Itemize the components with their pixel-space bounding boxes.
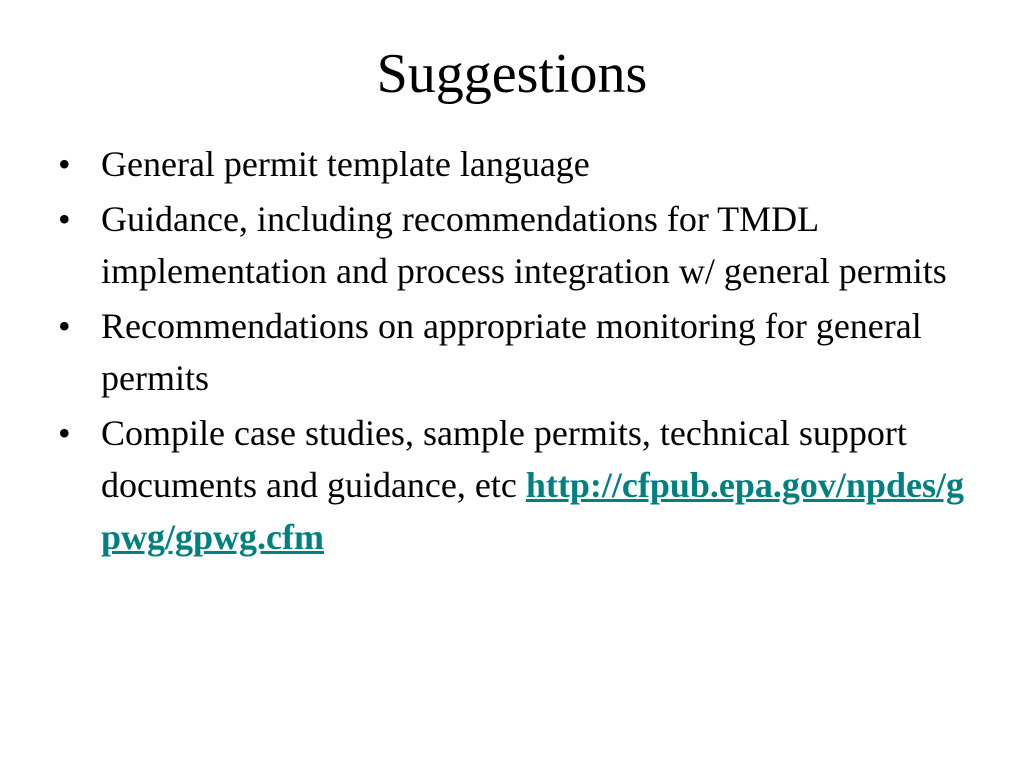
bullet-icon: • xyxy=(58,199,71,239)
slide-title: Suggestions xyxy=(376,43,648,105)
bullet-icon: • xyxy=(58,306,71,346)
bullet-list xyxy=(58,138,978,566)
bullet-text: Guidance, including recommendations for TMDL implementation and process integration w/ general permits xyxy=(101,199,947,291)
list-item xyxy=(58,407,978,563)
bullet-icon: • xyxy=(58,144,71,184)
bullet-icon: • xyxy=(58,413,71,453)
bullet-text: General permit template language xyxy=(101,144,590,184)
list-item xyxy=(58,193,978,297)
list-item xyxy=(58,300,978,404)
bullet-text: Compile case studies, sample permits, technical support documents and guidance, etc xyxy=(101,413,907,505)
list-item xyxy=(58,138,978,190)
bullet-text: Recommendations on appropriate monitoring for general permits xyxy=(101,306,922,398)
gpwg-link[interactable]: http://cfpub.epa.gov/npdes/gpwg/gpwg.cfm xyxy=(101,465,964,557)
